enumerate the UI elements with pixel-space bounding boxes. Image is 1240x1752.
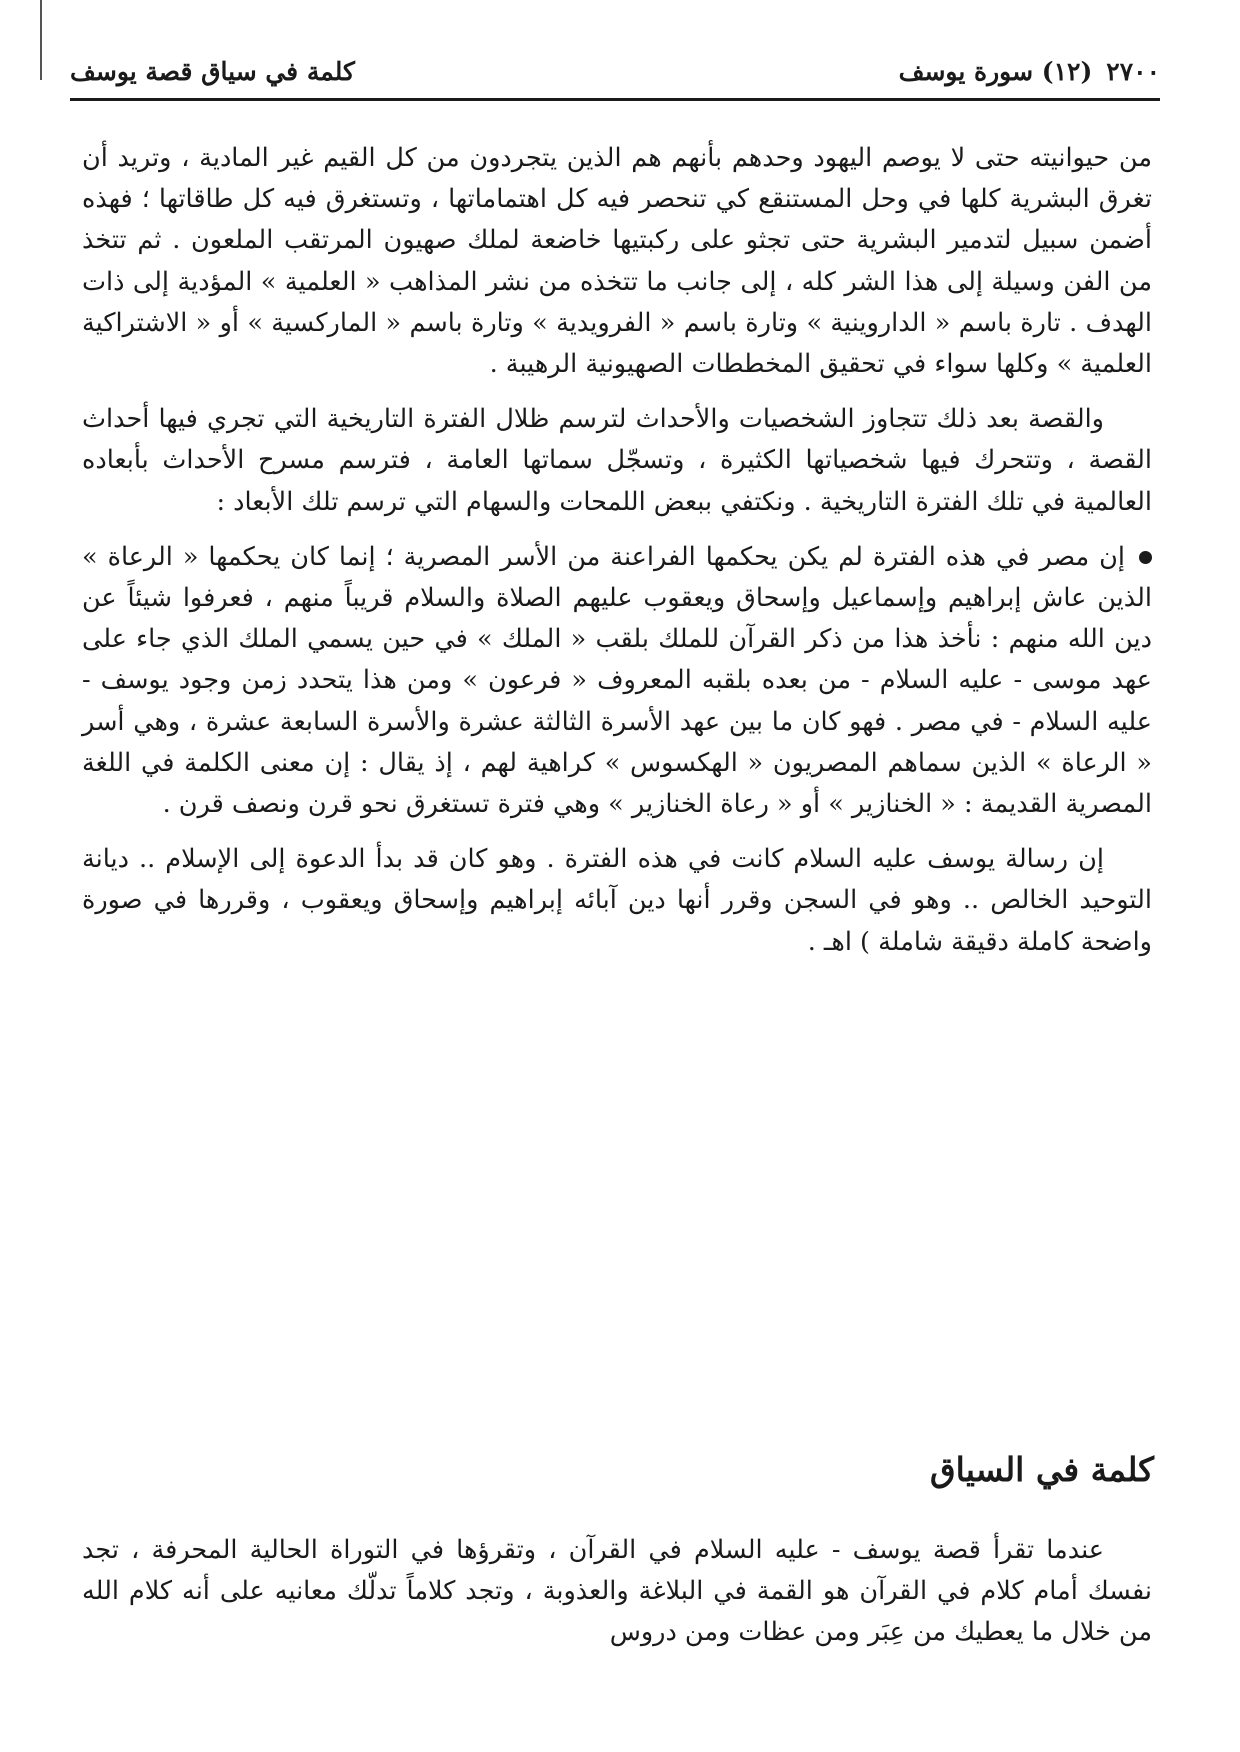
running-header xyxy=(70,46,1160,96)
main-text-block xyxy=(82,138,1152,963)
section-heading: كلمة في السياق xyxy=(930,1450,1154,1489)
paragraph-2: والقصة بعد ذلك تتجاوز الشخصيات والأحداث لترسم ظلال الفترة التاريخية التي تجري فيها أحداث القصة ، وتتحرك فيها شخصياتها الكثيرة ، وتسجّل سماتها العامة ، فترسم مسرح الأحداث بأبعاده العالمية في تلك الفترة التاريخية . ونكتفي ببعض اللمحات والسهام التي ترسم تلك الأبعاد : xyxy=(82,404,1152,517)
bullet-paragraph xyxy=(82,537,1152,825)
running-section-title: كلمة في سياق قصة يوسف xyxy=(70,56,355,86)
section-paragraph: عندما تقرأ قصة يوسف - عليه السلام في القرآن ، وتقرؤها في التوراة الحالية المحرفة ، تجد نفسك أمام كلام في القرآن هو القمة في البلاغة والعذوبة ، وتجد كلاماً تدلّك معانيه على أنه كلام الله من خلال ما يعطيك من عِبَر ومن عظات ومن دروس xyxy=(82,1535,1152,1648)
header-right-group xyxy=(898,56,1160,86)
paragraph-1: من حيوانيته حتى لا يوصم اليهود وحدهم بأنهم هم الذين يتجردون من كل القيم غير المادية ، وتريد أن تغرق البشرية كلها في وحل المستنقع كي تنحصر فيه كل اهتماماتها ، وتستغرق فيه كل طاقاتها ؛ فهذه أضمن سبيل لتدمير البشرية حتى تجثو على ركبتيها خاضعة لملك صهيون المرتقب الملعون . ثم تتخذ من الفن وسيلة إلى هذا الشر كله ، إلى جانب ما تتخذه من نشر المذاهب « العلمية » المؤدية إلى ذات الهدف . تارة باسم « الداروينية » وتارة باسم « الفرويدية » وتارة باسم « الماركسية » أو « الاشتراكية العلمية » وكلها سواء في تحقيق المخططات الصهيونية الرهيبة . xyxy=(82,143,1152,380)
page-number: ٢٧٠٠ xyxy=(1106,56,1160,86)
surah-title: (١٢) سورة يوسف xyxy=(898,56,1093,86)
bullet-icon xyxy=(1139,551,1152,564)
header-divider xyxy=(70,98,1160,101)
bullet-paragraph-text: إن مصر في هذه الفترة لم يكن يحكمها الفراعنة من الأسر المصرية ؛ إنما كان يحكمها « الرعاة » الذين عاش إبراهيم وإسماعيل وإسحاق ويعقوب عليهم الصلاة والسلام قريباً منهم ، فعرفوا شيئاً عن دين الله منهم : نأخذ هذا من ذكر القرآن للملك بلقب « الملك » في حين يسمي الملك الذي جاء على عهد موسى - عليه السلام - من بعده بلقبه المعروف « فرعون » ومن هذا يتحدد زمن وجود يوسف - عليه السلام - في مصر . فهو كان ما بين عهد الأسرة الثالثة عشرة والأسرة السابعة عشرة ، وهي أسر « الرعاة » الذين سماهم المصريون « الهكسوس » كراهية لهم ، إذ يقال : إن معنى الكلمة في اللغة المصرية القديمة : « الخنازير » أو « رعاة الخنازير » وهي فترة تستغرق نحو قرن ونصف قرن . xyxy=(82,541,1152,820)
closing-paragraph: إن رسالة يوسف عليه السلام كانت في هذه الفترة . وهو كان قد بدأ الدعوة إلى الإسلام .. ديانة التوحيد الخالص .. وهو في السجن وقرر أنها دين آبائه إبراهيم وإسحاق ويعقوب ، وقررها في صورة واضحة كاملة دقيقة شاملة ) اهـ . xyxy=(82,844,1152,957)
scan-margin-mark xyxy=(40,0,42,80)
